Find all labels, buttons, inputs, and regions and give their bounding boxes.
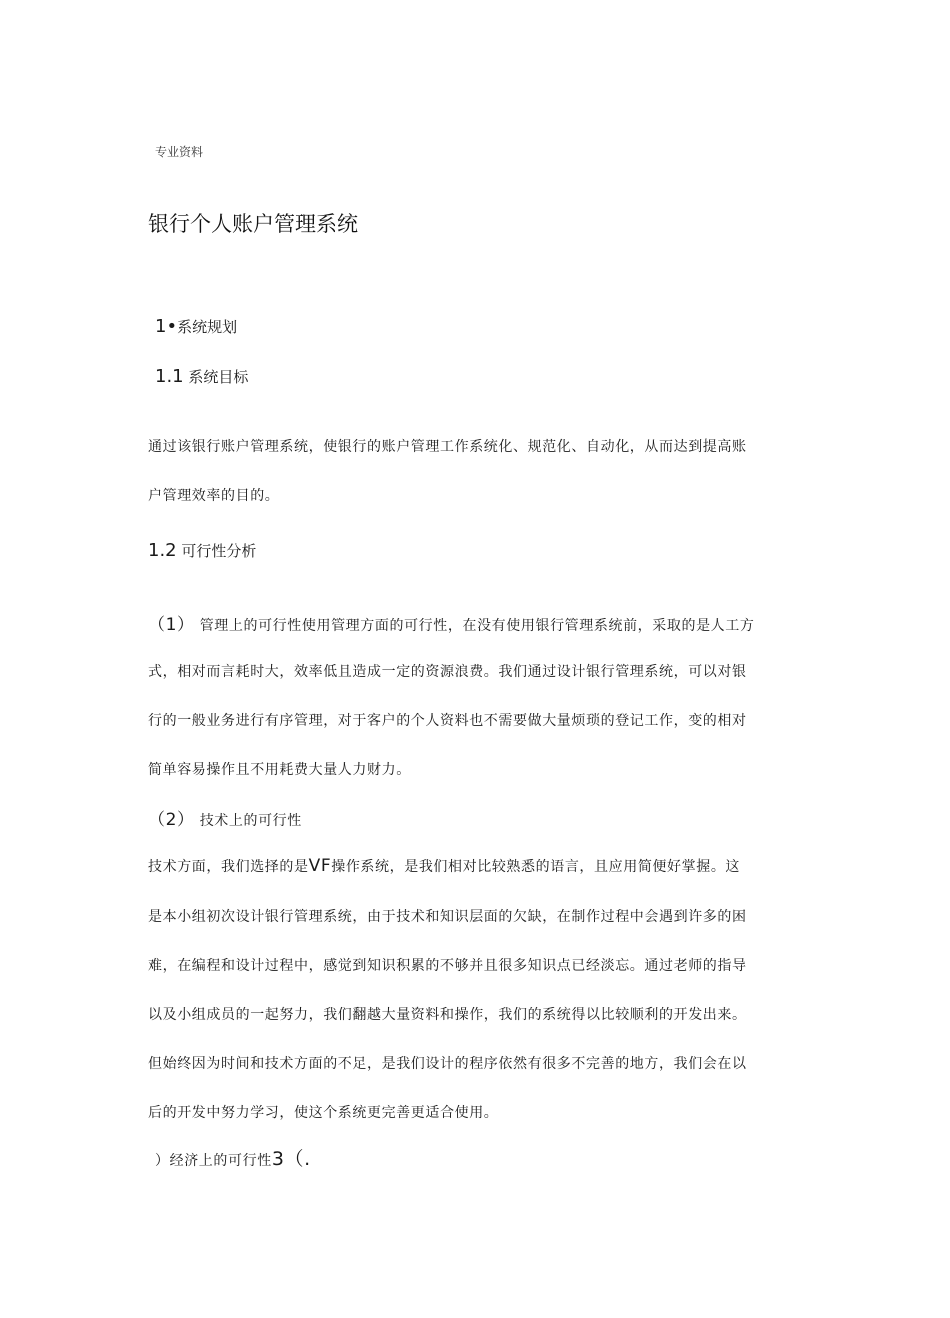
- paragraph-line: 管理上的可行性使用管理方面的可行性，在没有使用银行管理系统前，采取的是人工方: [199, 618, 755, 634]
- paragraph-line: 以及小组成员的一起努力，我们翻越大量资料和操作，我们的系统得以比较顺利的开发出来。: [148, 1007, 747, 1023]
- section-1-heading: [155, 316, 237, 337]
- latin-term: VF: [308, 856, 332, 876]
- section-number: 1.1: [155, 366, 184, 387]
- paragraph-line: 是本小组初次设计银行管理系统，由于技术和知识层面的欠缺，在制作过程中会遇到许多的困: [148, 909, 747, 925]
- paragraph-line: 式，相对而言耗时大，效率低且造成一定的资源浪费。我们通过设计银行管理系统，可以对银: [148, 664, 747, 680]
- section-label: 系统目标: [188, 368, 249, 386]
- paragraph-line: 后的开发中努力学习，使这个系统更完善更适合使用。: [148, 1105, 499, 1121]
- item-label: ）经济上的可行性: [155, 1153, 272, 1169]
- section-1-1-heading: [155, 366, 248, 387]
- paragraph-line: 难，在编程和设计过程中，感觉到知识积累的不够并且很多知识点已经淡忘。通过老师的指导: [148, 958, 747, 974]
- section-number: 1•: [155, 316, 178, 337]
- section-number: 1.2: [148, 540, 177, 561]
- paragraph-line: 通过该银行账户管理系统，使银行的账户管理工作系统化、规范化、自动化，从而达到提高账: [148, 439, 747, 455]
- paragraph-line: 但始终因为时间和技术方面的不足，是我们设计的程序依然有很多不完善的地方，我们会在以: [148, 1056, 747, 1072]
- item-number: 3（.: [271, 1148, 311, 1170]
- text-segment: 操作系统，是我们相对比较熟悉的语言，且应用简便好掌握。这: [331, 859, 741, 875]
- item-3-heading: [155, 1144, 311, 1171]
- paragraph-line: [148, 856, 740, 876]
- item-2-heading: [148, 805, 302, 830]
- text-segment: 技术方面，我们选择的是: [148, 859, 309, 875]
- item-label: 技术上的可行性: [199, 813, 302, 829]
- page-header-label: 专业资料: [155, 145, 204, 159]
- section-1-2-heading: [148, 540, 256, 561]
- section-label: 可行性分析: [181, 542, 257, 560]
- paragraph-line: 行的一般业务进行有序管理，对于客户的个人资料也不需要做大量烦琐的登记工作，变的相对: [148, 713, 747, 729]
- section-label: 系统规划: [177, 318, 238, 336]
- paragraph-line: 户管理效率的目的。: [148, 488, 280, 504]
- item-number: （2）: [148, 810, 195, 830]
- document-title: 银行个人账户管理系统: [148, 212, 358, 236]
- item-number: （1）: [148, 615, 195, 635]
- item-1-first-line: [148, 610, 755, 635]
- paragraph-line: 简单容易操作且不用耗费大量人力财力。: [148, 762, 411, 778]
